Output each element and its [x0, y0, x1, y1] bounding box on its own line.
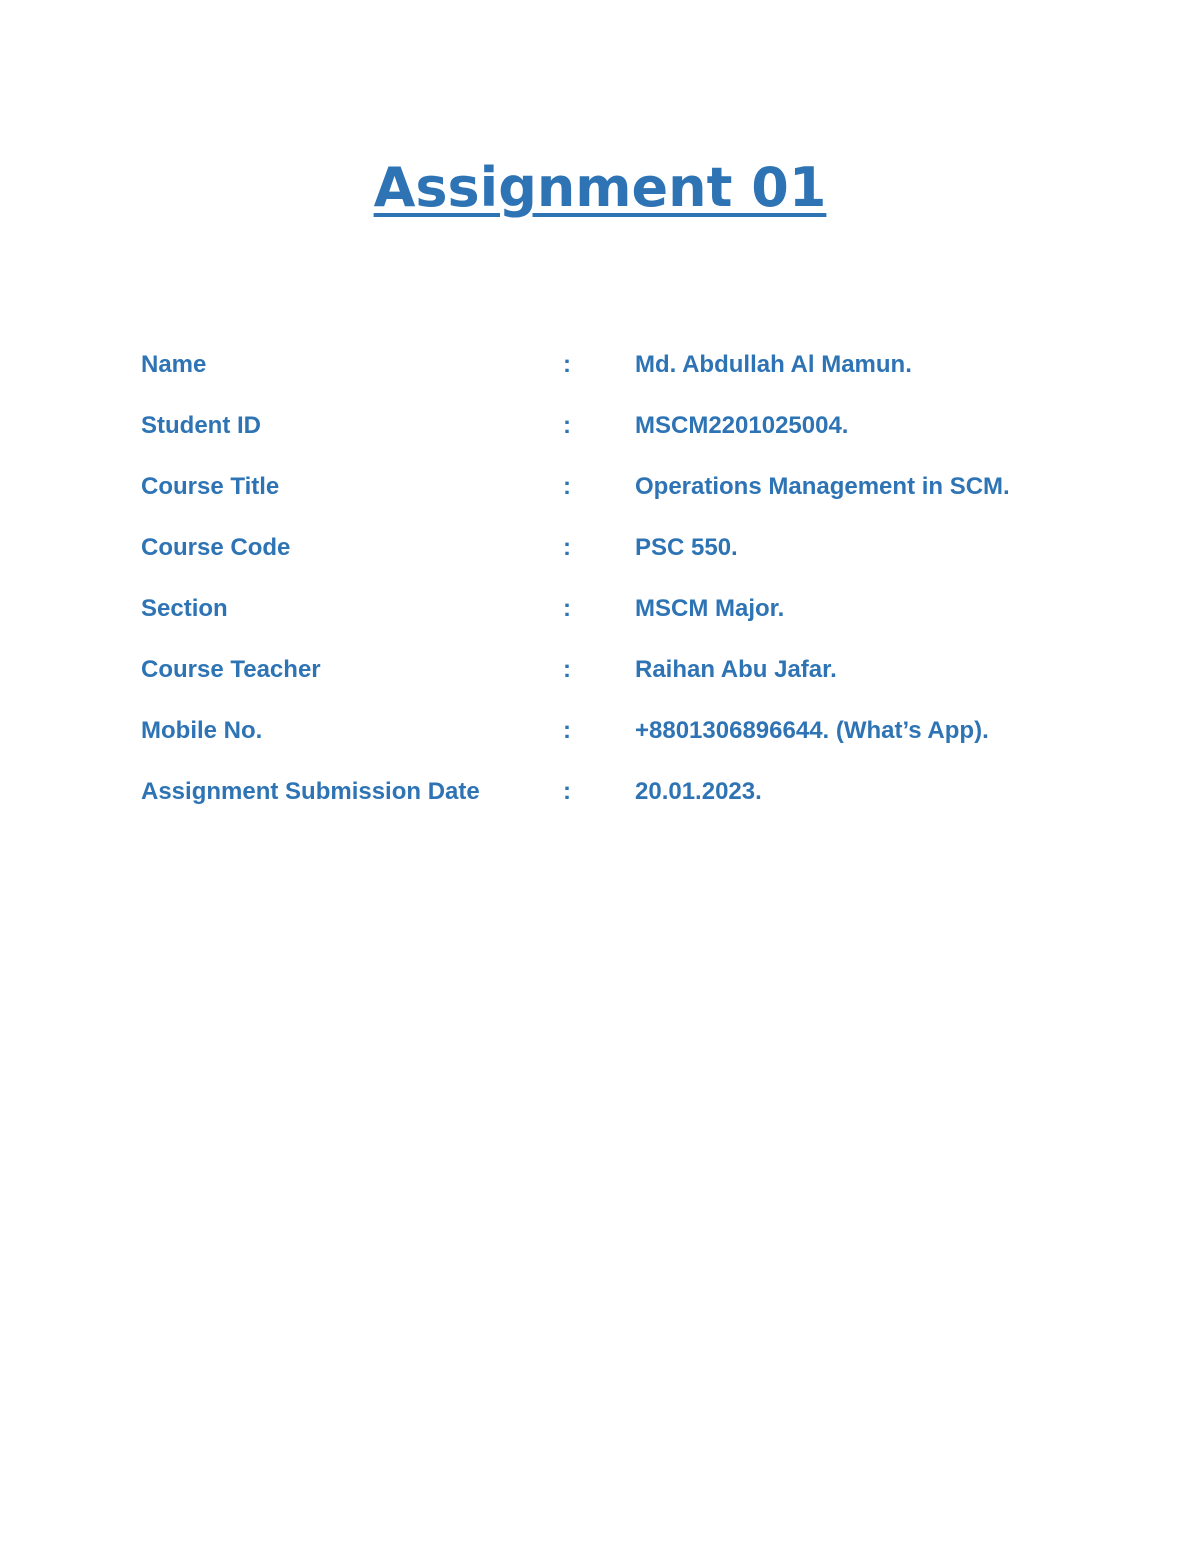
info-row-name: [141, 345, 1141, 406]
field-label: Mobile No.: [141, 717, 263, 744]
field-value: Raihan Abu Jafar.: [635, 656, 837, 683]
info-row-section: [141, 589, 1141, 650]
field-label: Assignment Submission Date: [141, 778, 480, 805]
info-row-course-title: [141, 467, 1141, 528]
field-separator: :: [563, 473, 571, 500]
field-separator: :: [563, 412, 571, 439]
info-row-course-code: [141, 528, 1141, 589]
field-separator: :: [563, 595, 571, 622]
field-value: Operations Management in SCM.: [635, 473, 1010, 500]
field-value: 20.01.2023.: [635, 778, 762, 805]
info-row-student-id: [141, 406, 1141, 467]
info-row-course-teacher: [141, 650, 1141, 711]
field-separator: :: [563, 778, 571, 805]
page-title-text: Assignment 01: [373, 156, 827, 219]
field-value: MSCM Major.: [635, 595, 785, 622]
field-value: Md. Abdullah Al Mamun.: [635, 351, 912, 378]
field-separator: :: [563, 534, 571, 561]
info-table: [141, 345, 1141, 833]
field-label: Course Teacher: [141, 656, 321, 683]
info-row-submission-date: [141, 772, 1141, 833]
field-label: Course Code: [141, 534, 291, 561]
field-label: Student ID: [141, 412, 261, 439]
field-separator: :: [563, 717, 571, 744]
info-row-mobile: [141, 711, 1141, 772]
field-value: MSCM2201025004.: [635, 412, 849, 439]
field-value: +8801306896644. (What’s App).: [635, 717, 989, 744]
field-separator: :: [563, 351, 571, 378]
field-separator: :: [563, 656, 571, 683]
field-label: Name: [141, 351, 207, 378]
field-label: Course Title: [141, 473, 280, 500]
field-label: Section: [141, 595, 228, 622]
page-title: [0, 150, 1200, 226]
field-value: PSC 550.: [635, 534, 738, 561]
